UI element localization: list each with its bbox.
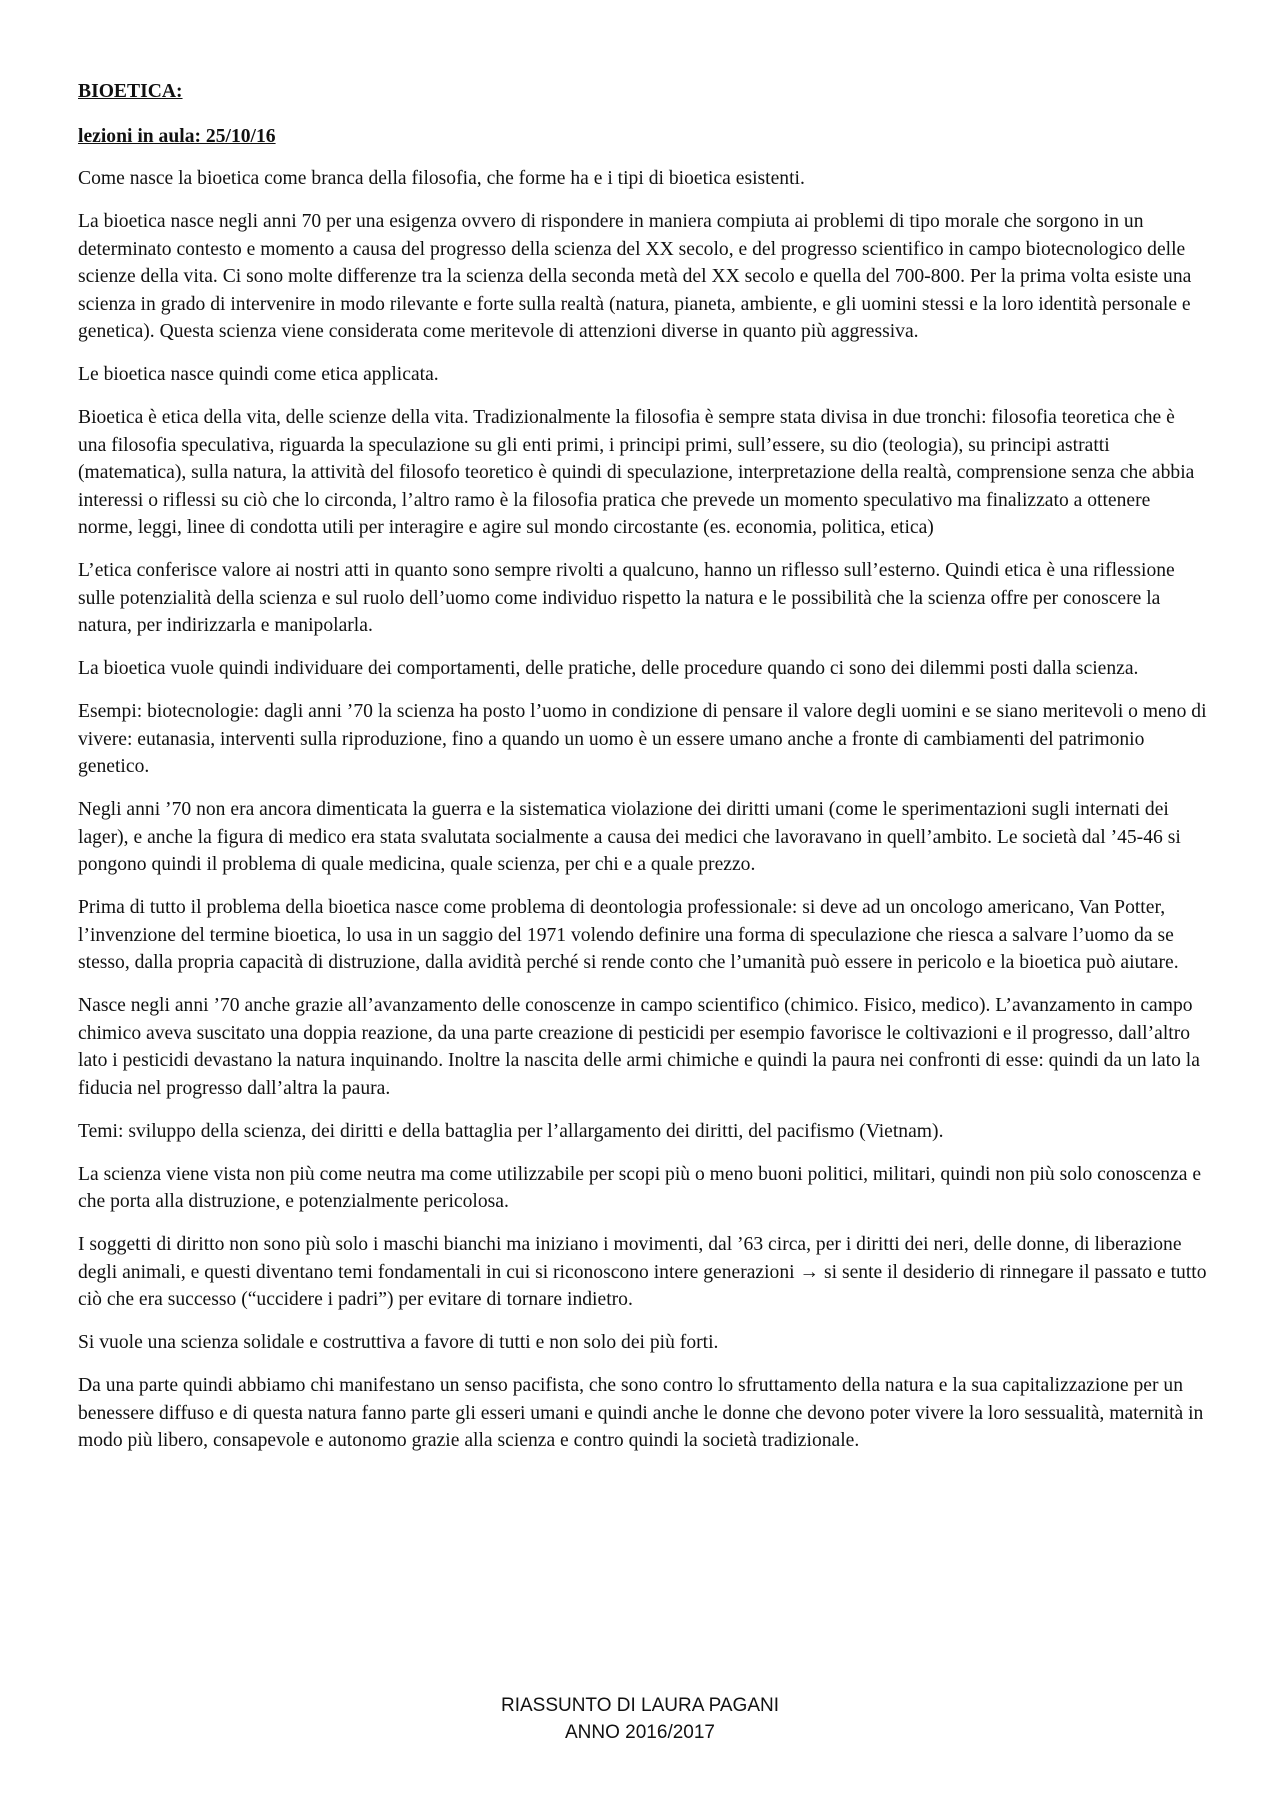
paragraph-10: Nasce negli anni ’70 anche grazie all’avanzamento delle conoscenze in campo scientifico (chimico. Fisico, medico). L’avanzamento in campo chimico aveva suscitato una doppia reazione, da una parte creazione di pesticidi per esempio favorisce le coltivazioni e il progresso, dall’altro lato i pesticidi devastano la natura inquinando. Inoltre la nascita delle armi chimiche e quindi la paura nei confronti di esse: quindi da un lato la fiducia nel progresso dall’altra la paura. <box>78 995 1200 1099</box>
lesson-date-heading: lezioni in aula: 25/10/16 <box>78 125 276 147</box>
paragraph-6: La bioetica vuole quindi individuare dei comportamenti, delle pratiche, delle procedure quando ci sono dei dilemmi posti dalla scienza. <box>78 658 1139 679</box>
paragraph-2: La bioetica nasce negli anni 70 per una esigenza ovvero di rispondere in maniera compiuta ai problemi di tipo morale che sorgono in un determinato contesto e momento a causa del progresso della scienza del XX secolo, e del progresso scientifico in campo biotecnologico delle scienze della vita. Ci sono molte differenze tra la scienza della seconda metà del XX secolo e quella del 700-800. Per la prima volta esiste una scienza in grado di intervenire in modo rilevante e forte sulla realtà (natura, pianeta, ambiente, e gli uomini stessi e la loro identità personale e genetica). Questa scienza viene considerata come meritevole di attenzioni diverse in quanto più aggressiva. <box>78 211 1192 342</box>
document-title: BIOETICA: <box>78 81 183 102</box>
paragraph-7: Esempi: biotecnologie: dagli anni ’70 la scienza ha posto l’uomo in condizione di pensare il valore degli uomini e se siano meritevoli o meno di vivere: eutanasia, interventi sulla riproduzione, fino a quando un uomo è un essere umano anche a fronte di cambiamenti del patrimonio genetico. <box>78 701 1207 777</box>
footer-year-line: ANNO 2016/2017 <box>565 1722 715 1743</box>
paragraph-1: Come nasce la bioetica come branca della filosofia, che forme ha e i tipi di bioetica esistenti. <box>78 168 805 189</box>
paragraph-15: Da una parte quindi abbiamo chi manifestano un senso pacifista, che sono contro lo sfruttamento della natura e la sua capitalizzazione per un benessere diffuso e di questa natura fanno parte gli esseri umani e quindi anche le donne che devono poter vivere la loro sessualità, maternità in modo più libero, consapevole e autonomo grazie alla scienza e contro quindi la società tradizionale. <box>78 1375 1204 1451</box>
paragraph-4: Bioetica è etica della vita, delle scienze della vita. Tradizionalmente la filosofia è sempre stata divisa in due tronchi: filosofia teoretica che è una filosofia speculativa, riguarda la speculazione su gli enti primi, i principi primi, sull’essere, su dio (teologia), su principi astratti (matematica), sulla natura, la attività del filosofo teoretico è quindi di speculazione, interpretazione della realtà, comprensione senza che abbia interessi o riflessi su ciò che lo circonda, l’altro ramo è la filosofia pratica che prevede un momento speculativo ma finalizzato a ottenere norme, leggi, linee di condotta utili per interagire e agire sul mondo circostante (es. economia, politica, etica) <box>78 407 1195 538</box>
document-footer <box>0 1693 1130 1747</box>
paragraph-12: La scienza viene vista non più come neutra ma come utilizzabile per scopi più o meno buoni politici, militari, quindi non più solo conoscenza e che porta alla distruzione, e potenzialmente pericolosa. <box>78 1163 1202 1212</box>
paragraph-8: Negli anni ’70 non era ancora dimenticata la guerra e la sistematica violazione dei diritti umani (come le sperimentazioni sugli internati dei lager), e anche la figura di medico era stata svalutata socialmente a causa dei medici che lavoravano in quell’ambito. Le società dal ’45-46 si pongono quindi il problema di quale medicina, quale scienza, per chi e a quale prezzo. <box>78 799 1181 875</box>
document-page <box>78 78 1208 1470</box>
paragraph-13: I soggetti di diritto non sono più solo i maschi bianchi ma iniziano i movimenti, dal ’63 circa, per i diritti dei neri, delle donne, di liberazione degli animali, e questi diventano temi fondamentali in cui si riconoscono intere generazioni → si sente il desiderio di rinnegare il passato e tutto ciò che era successo (“uccidere i padri”) per evitare di tornare indietro. <box>78 1234 1207 1310</box>
paragraph-5: L’etica conferisce valore ai nostri atti in quanto sono sempre rivolti a qualcuno, hanno un riflesso sull’esterno. Quindi etica è una riflessione sulle potenzialità della scienza e sul ruolo dell’uomo come individuo rispetto la natura e le possibilità che la scienza offre per conoscere la natura, per indirizzarla e manipolarla. <box>78 560 1175 636</box>
footer-author-line: RIASSUNTO DI LAURA PAGANI <box>500 1695 780 1716</box>
paragraph-9: Prima di tutto il problema della bioetica nasce come problema di deontologia professionale: si deve ad un oncologo americano, Van Potter, l’invenzione del termine bioetica, lo usa in un saggio del 1971 volendo definire una forma di speculazione che riesca a salvare l’uomo da se stesso, dalla propria capacità di distruzione, dalla avidità perché si rende conto che l’umanità può essere in pericolo e la bioetica può aiutare. <box>78 897 1179 973</box>
paragraph-3: Le bioetica nasce quindi come etica applicata. <box>78 364 439 385</box>
paragraph-11: Temi: sviluppo della scienza, dei diritti e della battaglia per l’allargamento dei diritti, del pacifismo (Vietnam). <box>78 1120 944 1142</box>
paragraph-14: Si vuole una scienza solidale e costruttiva a favore di tutti e non solo dei più forti. <box>78 1332 719 1353</box>
